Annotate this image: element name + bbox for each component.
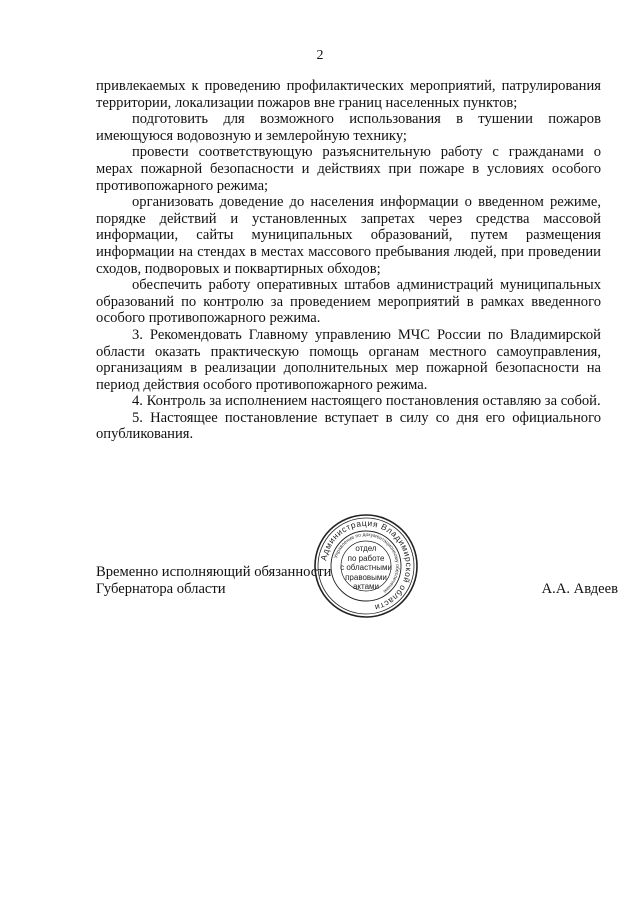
- paragraph-3: провести соответствующую разъяснительную работу с гражданами о мерах пожарной безопасности и действиях при пожаре в условиях особого противопожарного режима;: [96, 144, 601, 194]
- seal-center-line: с областными: [340, 563, 392, 572]
- paragraph-4: организовать доведение до населения информации о введенном режиме, порядке действий и установленных запретах через средства массовой информации, сайты муниципальных образований, путем размещения информации на стендах в местах массового пребывания людей, при проведении сходов, подворовых и поквартирных обходов;: [96, 194, 601, 277]
- paragraph-7: 4. Контроль за исполнением настоящего постановления оставляю за собой.: [132, 393, 601, 410]
- seal-center-text: [312, 544, 420, 592]
- signatory-name: А.А. Авдеев: [541, 580, 618, 597]
- paragraph-1: привлекаемых к проведению профилактических мероприятий, патрулирования территории, локализации пожаров вне границ населенных пунктов;: [96, 78, 601, 111]
- seal-outer-text: Администрация Владимирской области: [318, 517, 415, 614]
- signatory-title-line-1: Временно исполняющий обязанности: [96, 564, 332, 580]
- seal-center-line: правовыми: [345, 572, 387, 582]
- seal-center-line: по работе: [347, 553, 385, 563]
- signatory-title: [96, 564, 331, 597]
- official-seal: [312, 512, 420, 620]
- seal-inner-text: Управление по документационному обеспечению: [333, 531, 401, 594]
- seal-center-line: актами: [352, 582, 380, 591]
- paragraph-2: подготовить для возможного использования в тушении пожаров имеющуюся водовозную и землеройную технику;: [96, 111, 601, 144]
- paragraph-8: 5. Настоящее постановление вступает в силу со дня его официального опубликования.: [96, 409, 601, 443]
- signatory-title-line-2: Губернатора области: [96, 580, 226, 597]
- paragraph-6: 3. Рекомендовать Главному управлению МЧС России по Владимирской области оказать практическую помощь органам местного самоуправления, организациям в реализации дополнительных мер пожарной безопасности на период действия особого противопожарного режима.: [96, 326, 601, 393]
- page-number: 2: [316, 48, 324, 63]
- seal-center-line: отдел: [355, 544, 377, 553]
- paragraph-5: обеспечить работу оперативных штабов администраций муниципальных образований по контролю за проведением мероприятий в рамках введенного особого противопожарного режима.: [96, 277, 601, 327]
- document-body: [96, 78, 601, 443]
